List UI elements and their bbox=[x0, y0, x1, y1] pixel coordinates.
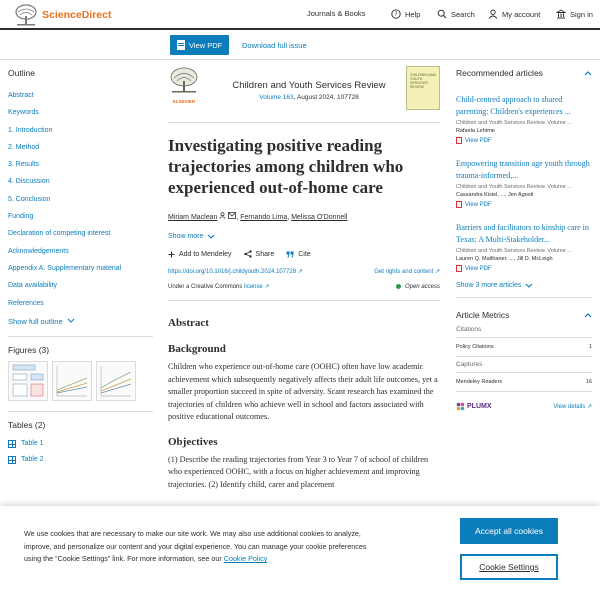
tables-heading: Tables (2) bbox=[8, 419, 46, 430]
cookie-policy-link[interactable]: Cookie Policy bbox=[223, 554, 268, 563]
external-link-icon: ↗ bbox=[297, 269, 303, 275]
show-more-label: Show more bbox=[168, 233, 204, 240]
tables-list bbox=[8, 440, 153, 464]
external-link-icon: ↗ bbox=[264, 284, 270, 290]
plumx-row bbox=[456, 398, 592, 415]
cookie-banner bbox=[0, 506, 600, 600]
journal-header bbox=[168, 66, 440, 116]
chevron-down-icon bbox=[67, 318, 75, 324]
recommended-article-title[interactable]: Empowering transition age youth through trauma-informed,... bbox=[456, 159, 590, 180]
mendeley-readers-row bbox=[456, 375, 592, 389]
chevron-down-icon bbox=[525, 283, 533, 289]
accept-all-cookies-button[interactable]: Accept all cookies bbox=[460, 518, 558, 544]
flowchart-thumbnail-icon bbox=[9, 362, 47, 400]
captures-label: Captures bbox=[456, 361, 483, 368]
view-details-link[interactable] bbox=[553, 403, 592, 410]
policy-citations-label: Policy Citations bbox=[456, 344, 494, 350]
recommended-article-title[interactable]: Child-centred approach to shared parenting: Children's experiences ... bbox=[456, 95, 571, 116]
cookie-description: We use cookies that are necessary to make our site work. We may also use additional cookies to analyze, improve, and personalize our content and your digital experience. You can manage your cookie preferences using the “Cookie Settings” link. For more information, see our bbox=[24, 529, 367, 563]
show-more-button[interactable] bbox=[168, 233, 440, 240]
view-pdf-button[interactable] bbox=[170, 35, 229, 55]
plumx-logo[interactable] bbox=[456, 402, 492, 411]
view-pdf-label: View PDF bbox=[465, 265, 492, 272]
outline-item[interactable]: Data availability bbox=[8, 282, 58, 290]
background-heading: Background bbox=[168, 343, 226, 355]
top-header bbox=[0, 0, 600, 30]
volume-details: , August 2024, 107728 bbox=[293, 94, 359, 101]
person-icon bbox=[488, 9, 498, 19]
recommended-article-meta: Children and Youth Services Review, Volume ... bbox=[456, 120, 572, 126]
left-sidebar bbox=[8, 68, 153, 472]
sign-in-label: Sign in bbox=[570, 9, 593, 19]
recommended-view-pdf-link[interactable] bbox=[456, 137, 592, 144]
open-access-label: Open access bbox=[404, 283, 440, 290]
outline-item[interactable]: 5. Conclusion bbox=[8, 195, 51, 203]
quote-icon bbox=[286, 251, 294, 258]
line-chart-thumbnail-icon bbox=[97, 362, 135, 400]
outline-item[interactable]: Abstract bbox=[8, 92, 34, 99]
show-more-articles-label: Show 3 more articles bbox=[456, 282, 522, 289]
sciencedirect-logo[interactable] bbox=[14, 4, 111, 26]
license-link[interactable]: license bbox=[244, 284, 263, 290]
outline-item[interactable]: 4. Discussion bbox=[8, 178, 50, 186]
view-details-label: View details bbox=[553, 404, 586, 410]
open-access-dot-icon bbox=[396, 284, 401, 289]
citations-label: Citations bbox=[456, 326, 482, 333]
figure-thumbnail-3[interactable] bbox=[96, 361, 136, 401]
recommended-view-pdf-link[interactable] bbox=[456, 265, 592, 272]
line-chart-thumbnail-icon bbox=[53, 362, 91, 400]
pdf-icon bbox=[456, 265, 462, 272]
table-link-label: Table 2 bbox=[21, 456, 44, 464]
show-full-outline-label: Show full outline bbox=[8, 316, 63, 326]
logo-text: ScienceDirect bbox=[42, 9, 112, 21]
get-rights-link[interactable] bbox=[374, 268, 440, 275]
outline-heading: Outline bbox=[8, 68, 35, 78]
objectives-paragraph: (1) Describe the reading trajectories from Year 3 to Year 7 of school of children who experienced OOHC, with a focus on higher achievement and improving trajectories. (2) Identify child, carer and placement bbox=[168, 454, 429, 489]
abstract-heading: Abstract bbox=[168, 317, 209, 329]
help-label: Help bbox=[405, 9, 421, 19]
outline-item[interactable]: 1. Introduction bbox=[8, 126, 53, 134]
institution-icon bbox=[556, 9, 566, 19]
figure-thumbnails bbox=[8, 361, 153, 401]
doi-text: https://doi.org/10.1016/j.childyouth.2024.107728 bbox=[168, 269, 297, 275]
cookie-settings-button[interactable]: Cookie Settings bbox=[460, 554, 558, 580]
article-main bbox=[168, 66, 440, 491]
divider bbox=[456, 297, 592, 298]
add-to-mendeley-button[interactable] bbox=[168, 251, 232, 258]
divider bbox=[168, 300, 440, 301]
metrics-header[interactable] bbox=[456, 310, 592, 320]
license-prefix: Under a Creative Commons bbox=[168, 284, 245, 290]
figure-thumbnail-2[interactable] bbox=[52, 361, 92, 401]
article-title: Investigating positive reading trajectories among children who experienced out-of-home care bbox=[168, 136, 404, 197]
journal-name[interactable]: Children and Youth Services Review bbox=[232, 80, 386, 91]
elsevier-wordmark: ELSEVIER bbox=[172, 99, 196, 104]
outline-item[interactable]: 2. Method bbox=[8, 143, 40, 151]
recommended-header[interactable] bbox=[456, 68, 592, 78]
article-action-bar bbox=[0, 30, 600, 60]
author-link[interactable]: Fernando Lima bbox=[240, 214, 288, 221]
get-rights-label: Get rights and content bbox=[374, 269, 434, 275]
help-icon bbox=[391, 9, 401, 19]
search-link[interactable] bbox=[437, 9, 475, 19]
recommended-article-meta: Children and Youth Services Review, Volume ... bbox=[456, 184, 572, 190]
recommended-article-title[interactable]: Barriers and facilitators to kinship care in Texas: A Multi-Stakeholder... bbox=[456, 223, 589, 244]
show-full-outline-button[interactable] bbox=[8, 317, 153, 326]
plumx-icon bbox=[456, 402, 465, 411]
outline-item[interactable]: Acknowledgements bbox=[8, 247, 69, 255]
chevron-up-icon bbox=[584, 70, 592, 76]
table-icon bbox=[8, 456, 16, 464]
help-link[interactable] bbox=[391, 9, 420, 19]
recommended-view-pdf-link[interactable] bbox=[456, 201, 592, 208]
policy-citations-row bbox=[456, 340, 592, 354]
view-pdf-label: View PDF bbox=[465, 201, 492, 208]
author-link[interactable]: Melissa O'Donnell bbox=[291, 214, 348, 221]
mendeley-readers-label: Mendeley Readers bbox=[456, 379, 503, 385]
objectives-heading: Objectives bbox=[168, 435, 218, 448]
table-icon bbox=[8, 440, 16, 448]
divider bbox=[456, 372, 592, 373]
cite-label: Cite bbox=[298, 250, 311, 258]
plumx-label: PLUMX bbox=[467, 403, 492, 410]
recommended-article bbox=[456, 94, 592, 144]
person-icon bbox=[219, 212, 226, 219]
recommended-heading: Recommended articles bbox=[456, 68, 543, 78]
divider bbox=[8, 411, 153, 412]
elsevier-logo[interactable] bbox=[168, 66, 200, 102]
doi-row bbox=[168, 268, 440, 275]
divider bbox=[456, 356, 592, 357]
journals-books-label: Journals & Books bbox=[307, 9, 366, 18]
cookie-text bbox=[24, 528, 384, 566]
table-link-1[interactable] bbox=[8, 440, 153, 448]
divider bbox=[456, 337, 592, 338]
share-button[interactable] bbox=[244, 250, 275, 258]
outline-item[interactable]: Appendix A. Supplementary material bbox=[8, 264, 122, 272]
recommended-article-authors: Rafaela Lehtme bbox=[456, 128, 495, 134]
recommended-article-authors: Cassandra Kisiel, ..., Jen Agosti bbox=[456, 192, 534, 198]
share-label: Share bbox=[255, 250, 275, 258]
license-text bbox=[168, 283, 269, 290]
table-link-2[interactable] bbox=[8, 456, 153, 464]
pdf-icon bbox=[177, 40, 185, 50]
volume-link[interactable]: Volume 163 bbox=[259, 94, 294, 101]
svg-text:?: ? bbox=[394, 11, 398, 19]
doi-link[interactable] bbox=[168, 268, 303, 275]
author-list: Miriam Maclean , Fernando Lima, Melissa O'Donnell bbox=[168, 214, 348, 221]
journal-info bbox=[212, 66, 406, 101]
author-link[interactable]: Miriam Maclean bbox=[168, 214, 218, 221]
right-sidebar bbox=[456, 68, 592, 415]
journal-volume bbox=[212, 94, 406, 101]
outline-item[interactable]: 3. Results bbox=[8, 161, 40, 169]
divider bbox=[168, 122, 440, 123]
elsevier-tree-icon bbox=[168, 66, 200, 94]
outline-item[interactable]: Funding bbox=[8, 213, 34, 221]
journals-books-link[interactable] bbox=[307, 9, 365, 18]
outline-item[interactable]: References bbox=[8, 299, 44, 307]
recommended-article bbox=[456, 158, 592, 208]
outline-item[interactable]: Declaration of competing interest bbox=[8, 230, 111, 238]
recommended-article bbox=[456, 222, 592, 272]
pdf-icon bbox=[456, 201, 462, 208]
chevron-up-icon bbox=[584, 312, 592, 318]
recommended-article-meta: Children and Youth Services Review, Volume ... bbox=[456, 248, 572, 254]
metrics-heading: Article Metrics bbox=[456, 310, 510, 320]
recommended-article-authors: Lauren Q. Malthaner, ..., Jill D. McLeigh bbox=[456, 256, 553, 262]
open-access-badge bbox=[396, 283, 440, 290]
external-link-icon: ↗ bbox=[434, 269, 440, 275]
article-tools bbox=[168, 250, 440, 258]
outline-item[interactable]: Keywords bbox=[8, 109, 39, 117]
divider bbox=[456, 391, 592, 392]
divider bbox=[8, 336, 153, 337]
license-row bbox=[168, 283, 440, 290]
search-icon bbox=[437, 9, 447, 19]
sign-in-link[interactable] bbox=[556, 9, 593, 19]
figures-heading: Figures (3) bbox=[8, 344, 50, 355]
chevron-down-icon bbox=[207, 234, 215, 240]
download-full-issue-link[interactable]: Download full issue bbox=[242, 41, 307, 50]
journal-cover-text: CHILDREN AND YOUTH SERVICES REVIEW bbox=[410, 73, 437, 89]
my-account-label: My account bbox=[502, 9, 541, 19]
pdf-icon bbox=[456, 137, 462, 144]
plus-icon bbox=[168, 251, 175, 258]
external-link-icon: ↗ bbox=[586, 404, 592, 410]
email-icon[interactable] bbox=[228, 212, 236, 219]
outline-list bbox=[8, 92, 153, 307]
mendeley-readers-value: 16 bbox=[585, 379, 592, 385]
journal-cover-image[interactable] bbox=[406, 66, 440, 110]
view-pdf-label: View PDF bbox=[465, 137, 492, 144]
table-link-label: Table 1 bbox=[21, 440, 44, 448]
add-to-mendeley-label: Add to Mendeley bbox=[179, 250, 232, 258]
search-label: Search bbox=[451, 9, 475, 19]
background-paragraph: Children who experience out-of-home care (OOHC) often have low academic achievement which subsequently negatively affects their adult life outcomes, yet a smaller proportion succeed in spite of adversity. Scant research has examined the trajectories of children who achieve well in school and factors associated with positive educational outcomes. bbox=[168, 362, 438, 421]
view-pdf-label: View PDF bbox=[189, 40, 223, 50]
figure-thumbnail-1[interactable] bbox=[8, 361, 48, 401]
share-icon bbox=[244, 250, 252, 258]
elsevier-tree-icon bbox=[14, 4, 38, 26]
cite-button[interactable] bbox=[286, 251, 310, 258]
my-account-link[interactable] bbox=[488, 9, 540, 19]
show-more-articles-button[interactable] bbox=[456, 282, 592, 289]
policy-citations-value: 1 bbox=[588, 344, 592, 350]
